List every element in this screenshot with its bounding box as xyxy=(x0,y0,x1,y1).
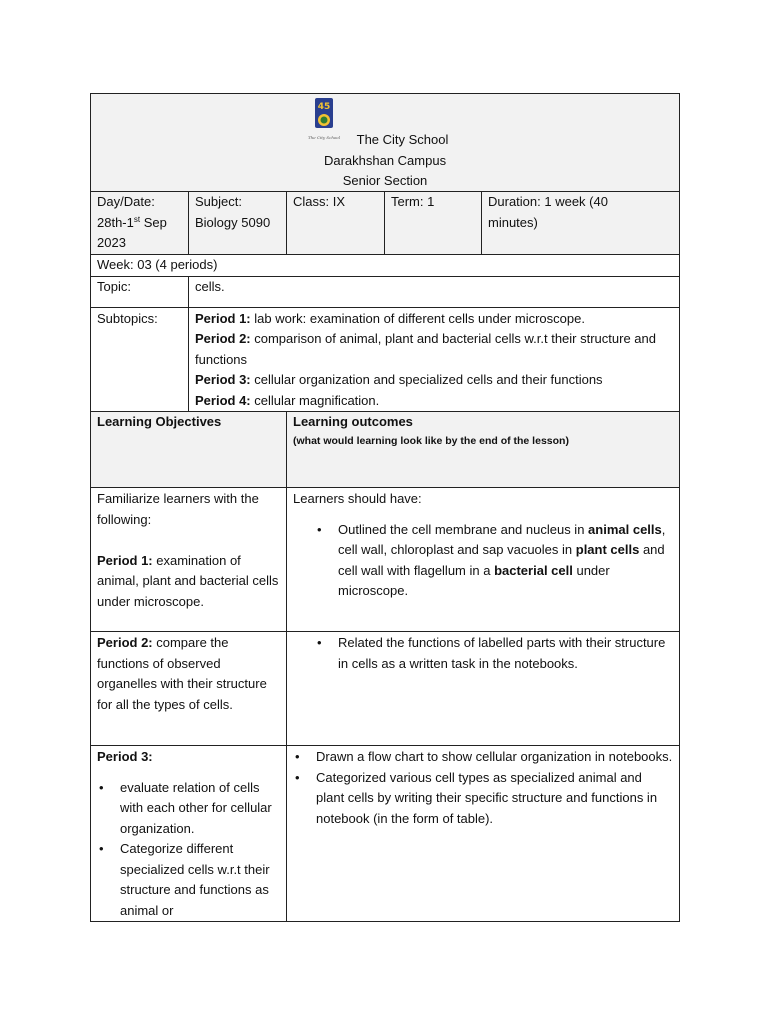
lesson-plan-table xyxy=(90,93,680,922)
objective-period-1-text: Period 1: examination of animal, plant and bacterial cells under microscope. xyxy=(97,552,279,609)
outcome-bullet: • Outlined the cell membrane and nucleus in animal cells, cell wall, chloroplast and sap vacuoles in plant cells and cell wall with flagellum in a bacterial cell under microscope. xyxy=(315,520,673,602)
class-cell xyxy=(287,192,385,255)
topic-label-cell xyxy=(91,276,189,307)
year-value: 2023 xyxy=(97,235,126,250)
outcome-bullet: • Categorized various cell types as specialized animal and plant cells by writing their specific structure and functions in notebook (in the form of table). xyxy=(293,768,673,830)
outcome-period-2 xyxy=(287,632,680,746)
section-name: Senior Section xyxy=(342,173,428,188)
subtopics-label: Subtopics: xyxy=(97,310,158,326)
subtopic-item: Period 2: comparison of animal, plant and bacterial cells w.r.t their structure and functions xyxy=(195,331,656,367)
logo-motto: The City School xyxy=(307,135,341,140)
subtopics-label-cell xyxy=(91,307,189,412)
duration-line-1: Duration: 1 week (40 xyxy=(488,194,608,209)
week-cell xyxy=(91,254,680,276)
school-name: The City School xyxy=(356,132,449,147)
logo-number: 45 xyxy=(317,102,331,112)
outcomes-note: (what would learning look like by the end of the lesson) xyxy=(293,434,569,447)
objectives-heading-cell xyxy=(91,412,287,488)
duration-cell xyxy=(482,192,680,255)
objective-period-3-label: Period 3: xyxy=(97,749,153,764)
objective-period-2-text: Period 2: compare the functions of observed organelles with their structure for all the types of cells. xyxy=(97,635,267,712)
outcome-bullet: • Related the functions of labelled parts with their structure in cells as a written task in the notebooks. xyxy=(315,633,673,674)
duration-line-2: minutes) xyxy=(488,214,538,230)
day-date-label: Day/Date: xyxy=(97,194,155,209)
class-text: Class: IX xyxy=(293,194,346,209)
topic-value: cells. xyxy=(195,278,225,294)
outcome-period-3 xyxy=(287,746,680,922)
subject-label: Subject: xyxy=(195,194,242,209)
outcome-period-1 xyxy=(287,488,680,632)
objective-period-2 xyxy=(91,632,287,746)
objective-period-1 xyxy=(91,488,287,632)
objective-intro: Familiarize learners with the following: xyxy=(97,491,259,527)
subtopics-value-cell xyxy=(189,307,680,412)
lesson-plan-page xyxy=(90,93,679,922)
objective-list xyxy=(97,778,280,922)
objective-period-3 xyxy=(91,746,287,922)
outcome-list xyxy=(293,520,673,602)
day-date-cell xyxy=(91,192,189,255)
campus-name: Darakhshan Campus xyxy=(323,152,447,168)
subject-value: Biology 5090 xyxy=(195,214,271,230)
term-text: Term: 1 xyxy=(391,194,435,209)
subtopic-item: Period 3: cellular organization and specialized cells and their functions xyxy=(195,372,603,387)
term-cell xyxy=(385,192,482,255)
subtopic-item: Period 1: lab work: examination of different cells under microscope. xyxy=(195,310,585,326)
outcome-intro: Learners should have: xyxy=(293,491,422,506)
outcome-list xyxy=(293,633,673,674)
outcomes-heading: Learning outcomes xyxy=(293,414,413,429)
date-value: 28th-1st Sep xyxy=(97,214,167,230)
outcomes-heading-cell xyxy=(287,412,680,488)
school-header xyxy=(91,94,680,192)
objective-bullet: • evaluate relation of cells with each other for cellular organization. xyxy=(97,778,280,840)
topic-label: Topic: xyxy=(97,278,131,294)
outcome-bullet: • Drawn a flow chart to show cellular organization in notebooks. xyxy=(293,747,673,768)
objectives-heading: Learning Objectives xyxy=(97,414,222,429)
objective-bullet: • Categorize different specialized cells w.r.t their structure and functions as animal or xyxy=(97,839,280,921)
topic-value-cell xyxy=(189,276,680,307)
subtopic-item: Period 4: cellular magnification. xyxy=(195,392,380,408)
outcome-list xyxy=(293,747,673,829)
subject-cell xyxy=(189,192,287,255)
week-text: Week: 03 (4 periods) xyxy=(97,256,218,272)
